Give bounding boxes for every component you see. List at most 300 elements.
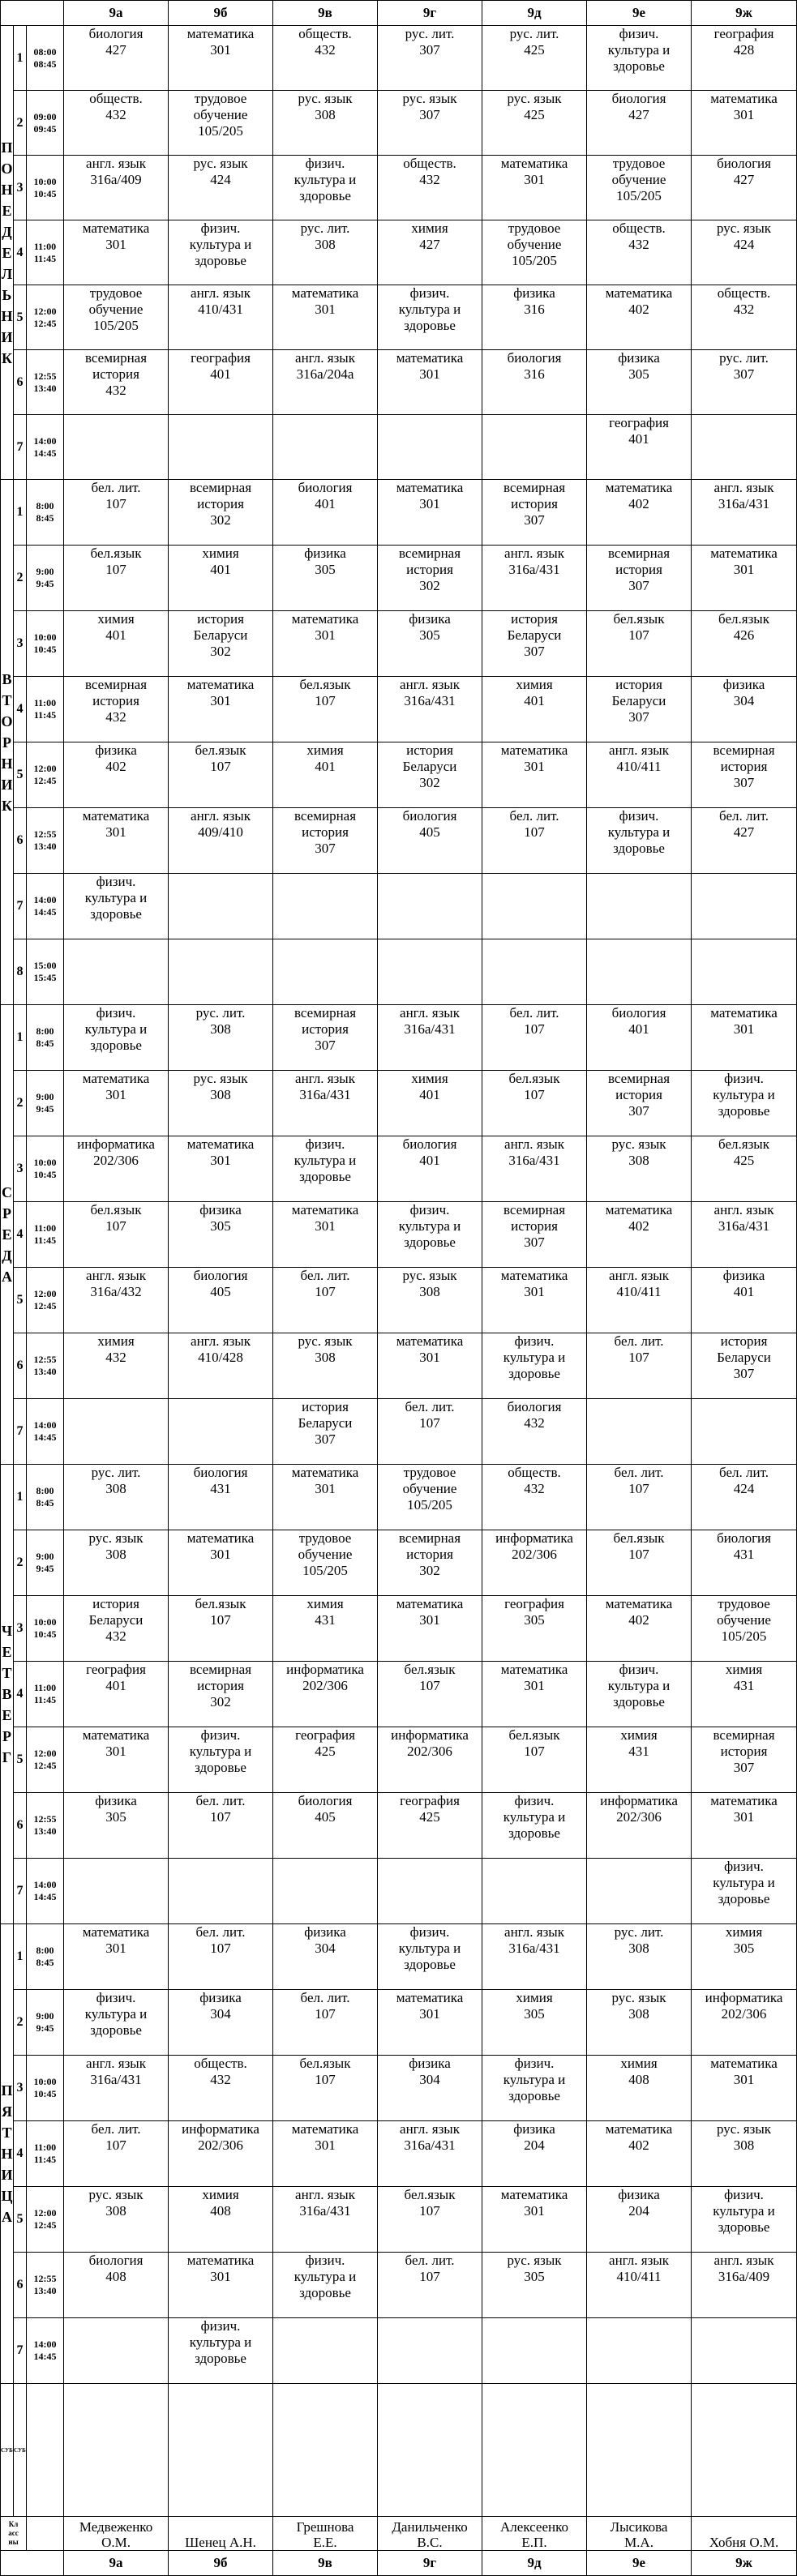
- lesson-cell: рус. язык 424: [692, 220, 797, 285]
- time-start: 8:00: [36, 500, 54, 511]
- lesson-time: [27, 2187, 64, 2253]
- lesson-cell: физич. культура и здоровье: [169, 1727, 273, 1793]
- lesson-row: [1, 2253, 797, 2318]
- lesson-row: [1, 742, 797, 808]
- lesson-row: [1, 2121, 797, 2187]
- lesson-cell: химия 401: [169, 546, 273, 611]
- class-teacher-name: Грешнова Е.Е.: [273, 2517, 378, 2551]
- lesson-cell: рус. язык 308: [273, 1333, 378, 1399]
- day-name: П Я Т Н И Ц А: [1, 2082, 13, 2225]
- lesson-cell: [64, 415, 169, 480]
- lesson-cell: всемирная история 432: [64, 677, 169, 742]
- lesson-cell: химия 408: [169, 2187, 273, 2253]
- lesson-cell: математика 301: [378, 1596, 482, 1662]
- lesson-cell: математика 301: [692, 1793, 797, 1859]
- lesson-cell: математика 301: [378, 1333, 482, 1399]
- lesson-cell: биология 405: [169, 1268, 273, 1333]
- class-header-row: [1, 1, 797, 26]
- lesson-row: [1, 546, 797, 611]
- class-teacher-name: Медвеженко О.М.: [64, 2517, 169, 2551]
- lesson-cell: математика 402: [587, 2121, 692, 2187]
- time-start: 12:55: [33, 370, 57, 382]
- class-teacher-empty: [27, 2517, 64, 2551]
- lesson-cell: математика 402: [587, 480, 692, 546]
- lesson-number: 3: [14, 2056, 27, 2121]
- lesson-cell: математика 301: [64, 220, 169, 285]
- lesson-cell: физич. культура и здоровье: [482, 2056, 587, 2121]
- saturday-text-2: СУБ: [14, 2446, 26, 2454]
- lesson-row: [1, 91, 797, 156]
- lesson-cell: бел.язык 107: [273, 2056, 378, 2121]
- class-teacher-name: Алексеенко Е.П.: [482, 2517, 587, 2551]
- lesson-row: [1, 677, 797, 742]
- lesson-cell: [169, 939, 273, 1005]
- time-start: 9:00: [36, 1091, 54, 1102]
- lesson-row: [1, 220, 797, 285]
- class-teacher-name: Данильченко В.С.: [378, 2517, 482, 2551]
- lesson-cell: англ. язык 316а/431: [273, 1071, 378, 1136]
- lesson-cell: англ. язык 316а/431: [64, 2056, 169, 2121]
- time-end: 9:45: [36, 578, 54, 589]
- lesson-cell: математика 301: [692, 1005, 797, 1071]
- lesson-time: [27, 1136, 64, 1202]
- lesson-cell: англ. язык 316а/431: [692, 1202, 797, 1268]
- lesson-cell: [378, 1859, 482, 1924]
- lesson-time: [27, 1268, 64, 1333]
- lesson-cell: рус. лит. 308: [169, 1005, 273, 1071]
- lesson-cell: физич. культура и здоровье: [587, 808, 692, 874]
- lesson-cell: англ. язык 410/411: [587, 1268, 692, 1333]
- time-end: 13:40: [33, 2285, 57, 2296]
- lesson-time: [27, 1399, 64, 1465]
- lesson-cell: химия 401: [482, 677, 587, 742]
- lesson-cell: обществ. 432: [482, 1465, 587, 1530]
- lesson-number: 3: [14, 1596, 27, 1662]
- lesson-cell: физич. культура и здоровье: [692, 2187, 797, 2253]
- class-teacher-label-part: асс: [8, 2529, 19, 2537]
- lesson-cell: всемирная история 307: [482, 480, 587, 546]
- time-end: 14:45: [33, 1431, 57, 1443]
- time-end: 9:45: [36, 1103, 54, 1115]
- lesson-cell: англ. язык 316а/431: [273, 2187, 378, 2253]
- lesson-row: [1, 2187, 797, 2253]
- lesson-cell: [482, 874, 587, 939]
- lesson-cell: трудовое обучение 105/205: [378, 1465, 482, 1530]
- lesson-cell: физика 304: [273, 1924, 378, 1990]
- lesson-time: [27, 220, 64, 285]
- lesson-time: [27, 874, 64, 939]
- lesson-cell: математика 301: [482, 742, 587, 808]
- lesson-time: [27, 2056, 64, 2121]
- lesson-cell: математика 301: [692, 546, 797, 611]
- lesson-cell: англ. язык 316а/409: [692, 2253, 797, 2318]
- lesson-cell: рус. язык 308: [587, 1990, 692, 2056]
- lesson-cell: физич. культура и здоровье: [378, 1924, 482, 1990]
- lesson-time: [27, 1596, 64, 1662]
- lesson-cell: биология 427: [64, 26, 169, 91]
- class-footer: 9б: [169, 2551, 273, 2576]
- lesson-cell: трудовое обучение 105/205: [64, 285, 169, 350]
- lesson-cell: рус. лит. 308: [587, 1924, 692, 1990]
- lesson-cell: математика 301: [64, 1071, 169, 1136]
- lesson-number: 7: [14, 415, 27, 480]
- lesson-time: [27, 1071, 64, 1136]
- lesson-cell: [482, 415, 587, 480]
- lesson-number: 6: [14, 1333, 27, 1399]
- class-teacher-name: Шенец А.Н.: [169, 2517, 273, 2551]
- lesson-cell: англ. язык 316а/432: [64, 1268, 169, 1333]
- lesson-number: 1: [14, 480, 27, 546]
- lesson-row: [1, 1859, 797, 1924]
- lesson-cell: химия 431: [692, 1662, 797, 1727]
- saturday-cell: [587, 2384, 692, 2517]
- lesson-cell: [169, 1399, 273, 1465]
- lesson-cell: химия 401: [64, 611, 169, 677]
- time-start: 8:00: [36, 1485, 54, 1496]
- lesson-row: [1, 1793, 797, 1859]
- lesson-cell: рус. лит. 308: [273, 220, 378, 285]
- lesson-cell: англ. язык 410/411: [587, 742, 692, 808]
- lesson-cell: рус. лит. 425: [482, 26, 587, 91]
- lesson-cell: математика 301: [64, 808, 169, 874]
- lesson-cell: рус. лит. 308: [64, 1465, 169, 1530]
- lesson-cell: англ. язык 316а/431: [482, 1924, 587, 1990]
- class-header: 9ж: [692, 1, 797, 26]
- lesson-cell: физич. культура и здоровье: [169, 2318, 273, 2384]
- lesson-cell: бел.язык 426: [692, 611, 797, 677]
- lesson-cell: биология 431: [169, 1465, 273, 1530]
- lesson-number: 1: [14, 26, 27, 91]
- saturday-cell: [169, 2384, 273, 2517]
- lesson-cell: физика 305: [169, 1202, 273, 1268]
- lesson-cell: физич. культура и здоровье: [273, 156, 378, 220]
- lesson-time: [27, 1727, 64, 1793]
- saturday-cell: [378, 2384, 482, 2517]
- lesson-number: 6: [14, 808, 27, 874]
- lesson-cell: [587, 1399, 692, 1465]
- lesson-cell: физич. культура и здоровье: [64, 874, 169, 939]
- lesson-cell: история Беларуси 302: [378, 742, 482, 808]
- lesson-cell: физич. культура и здоровье: [169, 220, 273, 285]
- lesson-number: 2: [14, 1530, 27, 1596]
- lesson-cell: [692, 1399, 797, 1465]
- lesson-cell: всемирная история 302: [169, 1662, 273, 1727]
- class-header: 9в: [273, 1, 378, 26]
- day-label: [1, 1005, 14, 1465]
- lesson-cell: [692, 415, 797, 480]
- lesson-cell: [64, 2318, 169, 2384]
- lesson-cell: физика 204: [587, 2187, 692, 2253]
- lesson-cell: бел.язык 107: [378, 1662, 482, 1727]
- day-name: Ч Е Т В Е Р Г: [1, 1623, 13, 1765]
- lesson-cell: история Беларуси 307: [587, 677, 692, 742]
- lesson-cell: математика 301: [378, 1990, 482, 2056]
- lesson-cell: [273, 2318, 378, 2384]
- lesson-row: [1, 1662, 797, 1727]
- lesson-number: 2: [14, 91, 27, 156]
- lesson-time: [27, 939, 64, 1005]
- lesson-number: 1: [14, 1924, 27, 1990]
- lesson-cell: математика 301: [169, 677, 273, 742]
- class-footer-row: [1, 2551, 797, 2576]
- class-header: 9г: [378, 1, 482, 26]
- time-end: 12:45: [33, 775, 57, 786]
- lesson-time: [27, 1202, 64, 1268]
- time-end: 10:45: [33, 644, 57, 655]
- lesson-cell: обществ. 432: [692, 285, 797, 350]
- lesson-time: [27, 1465, 64, 1530]
- lesson-cell: обществ. 432: [169, 2056, 273, 2121]
- lesson-cell: трудовое обучение 105/205: [587, 156, 692, 220]
- lesson-cell: обществ. 432: [64, 91, 169, 156]
- saturday-text: СУБ: [1, 2446, 13, 2454]
- lesson-cell: география 401: [169, 350, 273, 415]
- lesson-cell: бел. лит. 107: [378, 2253, 482, 2318]
- lesson-row: [1, 1924, 797, 1990]
- saturday-cell: [692, 2384, 797, 2517]
- time-start: 11:00: [33, 697, 57, 708]
- day-name: С Р Е Д А: [2, 1184, 12, 1285]
- lesson-cell: обществ. 432: [378, 156, 482, 220]
- lesson-number: 6: [14, 2253, 27, 2318]
- lesson-cell: [169, 415, 273, 480]
- time-end: 14:45: [33, 906, 57, 918]
- class-teacher-name: Хобня О.М.: [692, 2517, 797, 2551]
- time-start: 14:00: [33, 1879, 57, 1890]
- lesson-cell: физич. культура и здоровье: [64, 1005, 169, 1071]
- lesson-cell: математика 301: [64, 1924, 169, 1990]
- lesson-cell: англ. язык 316а/431: [482, 546, 587, 611]
- lesson-cell: бел.язык 107: [169, 1596, 273, 1662]
- lesson-cell: математика 301: [692, 91, 797, 156]
- lesson-cell: [273, 874, 378, 939]
- time-start: 14:00: [33, 1419, 57, 1431]
- lesson-row: [1, 939, 797, 1005]
- day-name: П О Н Е Д Е Л Ь Н И К: [1, 139, 13, 366]
- lesson-number: 2: [14, 546, 27, 611]
- lesson-row: [1, 285, 797, 350]
- lesson-cell: биология 432: [482, 1399, 587, 1465]
- lesson-cell: [169, 1859, 273, 1924]
- lesson-cell: биология 401: [273, 480, 378, 546]
- saturday-cell: [482, 2384, 587, 2517]
- time-end: 12:45: [33, 2219, 57, 2231]
- lesson-number: 5: [14, 2187, 27, 2253]
- lesson-cell: англ. язык 316а/431: [482, 1136, 587, 1202]
- lesson-time: [27, 1924, 64, 1990]
- lesson-cell: трудовое обучение 105/205: [482, 220, 587, 285]
- time-end: 13:40: [33, 382, 57, 394]
- lesson-cell: физич. культура и здоровье: [378, 1202, 482, 1268]
- time-start: 12:00: [33, 2207, 57, 2219]
- lesson-cell: бел. лит. 107: [482, 808, 587, 874]
- lesson-cell: математика 301: [169, 1530, 273, 1596]
- lesson-cell: [482, 2318, 587, 2384]
- time-start: 12:00: [33, 763, 57, 774]
- time-start: 11:00: [33, 1222, 57, 1234]
- lesson-cell: биология 401: [378, 1136, 482, 1202]
- lesson-row: [1, 1727, 797, 1793]
- time-start: 15:00: [33, 960, 57, 971]
- lesson-cell: всемирная история 307: [482, 1202, 587, 1268]
- lesson-cell: [378, 415, 482, 480]
- lesson-cell: бел.язык 107: [482, 1071, 587, 1136]
- lesson-row: [1, 2056, 797, 2121]
- lesson-cell: бел.язык 107: [378, 2187, 482, 2253]
- lesson-cell: математика 301: [273, 1202, 378, 1268]
- lesson-cell: [587, 939, 692, 1005]
- lesson-cell: география 401: [587, 415, 692, 480]
- lesson-cell: физика 402: [64, 742, 169, 808]
- lesson-cell: англ. язык 410/431: [169, 285, 273, 350]
- lesson-cell: англ. язык 316а/431: [378, 2121, 482, 2187]
- lesson-time: [27, 2253, 64, 2318]
- lesson-row: [1, 1202, 797, 1268]
- lesson-cell: рус. язык 307: [378, 91, 482, 156]
- lesson-cell: история Беларуси 307: [692, 1333, 797, 1399]
- lesson-cell: математика 301: [378, 480, 482, 546]
- lesson-row: [1, 480, 797, 546]
- lesson-cell: физич. культура и здоровье: [482, 1333, 587, 1399]
- time-end: 8:45: [36, 1038, 54, 1049]
- time-start: 8:00: [36, 1025, 54, 1037]
- time-end: 15:45: [33, 972, 57, 983]
- time-end: 14:45: [33, 447, 57, 459]
- lesson-cell: математика 301: [64, 1727, 169, 1793]
- time-start: 12:00: [33, 305, 57, 317]
- lesson-cell: история Беларуси 307: [273, 1399, 378, 1465]
- lesson-cell: рус. язык 308: [587, 1136, 692, 1202]
- lesson-cell: всемирная история 302: [378, 546, 482, 611]
- lesson-number: 7: [14, 1399, 27, 1465]
- lesson-cell: химия 305: [692, 1924, 797, 1990]
- time-end: 14:45: [33, 2351, 57, 2362]
- lesson-cell: история Беларуси 307: [482, 611, 587, 677]
- lesson-number: 5: [14, 1727, 27, 1793]
- lesson-time: [27, 1333, 64, 1399]
- lesson-cell: рус. язык 308: [169, 1071, 273, 1136]
- lesson-cell: математика 301: [273, 611, 378, 677]
- lesson-row: [1, 350, 797, 415]
- lesson-number: 6: [14, 350, 27, 415]
- lesson-cell: [273, 415, 378, 480]
- time-end: 8:45: [36, 1957, 54, 1968]
- lesson-row: [1, 874, 797, 939]
- saturday-label-2: [14, 2384, 27, 2517]
- lesson-cell: [692, 939, 797, 1005]
- lesson-cell: бел.язык 107: [169, 742, 273, 808]
- lesson-cell: физика 305: [587, 350, 692, 415]
- lesson-cell: география 425: [273, 1727, 378, 1793]
- lesson-cell: бел. лит. 107: [482, 1005, 587, 1071]
- lesson-cell: информатика 202/306: [692, 1990, 797, 2056]
- lesson-cell: химия 401: [378, 1071, 482, 1136]
- lesson-cell: история Беларуси 432: [64, 1596, 169, 1662]
- lesson-row: [1, 1268, 797, 1333]
- lesson-row: [1, 156, 797, 220]
- lesson-cell: биология 431: [692, 1530, 797, 1596]
- class-teacher-label-part: Кл: [8, 2520, 19, 2528]
- lesson-cell: бел.язык 425: [692, 1136, 797, 1202]
- lesson-cell: информатика 202/306: [64, 1136, 169, 1202]
- day-label: [1, 1924, 14, 2384]
- time-end: 10:45: [33, 1169, 57, 1180]
- lesson-cell: математика 301: [273, 2121, 378, 2187]
- lesson-row: [1, 2318, 797, 2384]
- lesson-cell: физич. культура и здоровье: [64, 1990, 169, 2056]
- lesson-cell: всемирная история 307: [692, 1727, 797, 1793]
- class-teacher-label: [1, 2517, 27, 2551]
- day-label: [1, 480, 14, 1005]
- day-label: [1, 1465, 14, 1924]
- lesson-number: 3: [14, 1136, 27, 1202]
- lesson-time: [27, 2121, 64, 2187]
- time-end: 11:45: [33, 1694, 57, 1705]
- class-footer: 9ж: [692, 2551, 797, 2576]
- lesson-cell: математика 301: [378, 350, 482, 415]
- lesson-cell: география 305: [482, 1596, 587, 1662]
- time-start: 10:00: [33, 1616, 57, 1628]
- lesson-number: 4: [14, 220, 27, 285]
- lesson-cell: информатика 202/306: [587, 1793, 692, 1859]
- day-name: В Т О Р Н И К: [1, 670, 13, 814]
- lesson-cell: [587, 2318, 692, 2384]
- lesson-cell: бел. лит. 427: [692, 808, 797, 874]
- lesson-time: [27, 350, 64, 415]
- lesson-cell: англ. язык 410/411: [587, 2253, 692, 2318]
- lesson-cell: математика 301: [169, 2253, 273, 2318]
- time-start: 09:00: [33, 110, 57, 122]
- lesson-cell: рус. язык 425: [482, 91, 587, 156]
- lesson-cell: физика 304: [692, 677, 797, 742]
- lesson-cell: математика 402: [587, 1596, 692, 1662]
- lesson-cell: бел.язык 107: [587, 1530, 692, 1596]
- lesson-time: [27, 1793, 64, 1859]
- lesson-cell: информатика 202/306: [378, 1727, 482, 1793]
- lesson-cell: [692, 2318, 797, 2384]
- corner-cell: [1, 1, 64, 26]
- time-start: 12:00: [33, 1748, 57, 1759]
- lesson-number: 8: [14, 939, 27, 1005]
- time-end: 12:45: [33, 1300, 57, 1312]
- class-footer: 9а: [64, 2551, 169, 2576]
- lesson-row: [1, 1071, 797, 1136]
- lesson-cell: физич. культура и здоровье: [587, 1662, 692, 1727]
- lesson-number: 7: [14, 2318, 27, 2384]
- time-start: 14:00: [33, 434, 57, 447]
- lesson-cell: [378, 2318, 482, 2384]
- lesson-time: [27, 1005, 64, 1071]
- lesson-cell: англ. язык 316а/431: [692, 480, 797, 546]
- lesson-cell: бел. лит. 107: [587, 1465, 692, 1530]
- lesson-cell: математика 402: [587, 1202, 692, 1268]
- lesson-cell: биология 427: [587, 91, 692, 156]
- time-start: 9:00: [36, 1551, 54, 1562]
- lesson-cell: всемирная история 307: [587, 1071, 692, 1136]
- lesson-cell: химия 408: [587, 2056, 692, 2121]
- time-end: 13:40: [33, 841, 57, 852]
- lesson-number: 1: [14, 1005, 27, 1071]
- time-start: 10:00: [33, 1157, 57, 1168]
- time-end: 10:45: [33, 187, 57, 199]
- lesson-number: 3: [14, 156, 27, 220]
- lesson-cell: бел.язык 107: [587, 611, 692, 677]
- time-start: 12:55: [33, 1813, 57, 1825]
- time-start: 11:00: [33, 1682, 57, 1693]
- lesson-cell: математика 301: [692, 2056, 797, 2121]
- lesson-cell: биология 405: [378, 808, 482, 874]
- lesson-cell: математика 301: [482, 156, 587, 220]
